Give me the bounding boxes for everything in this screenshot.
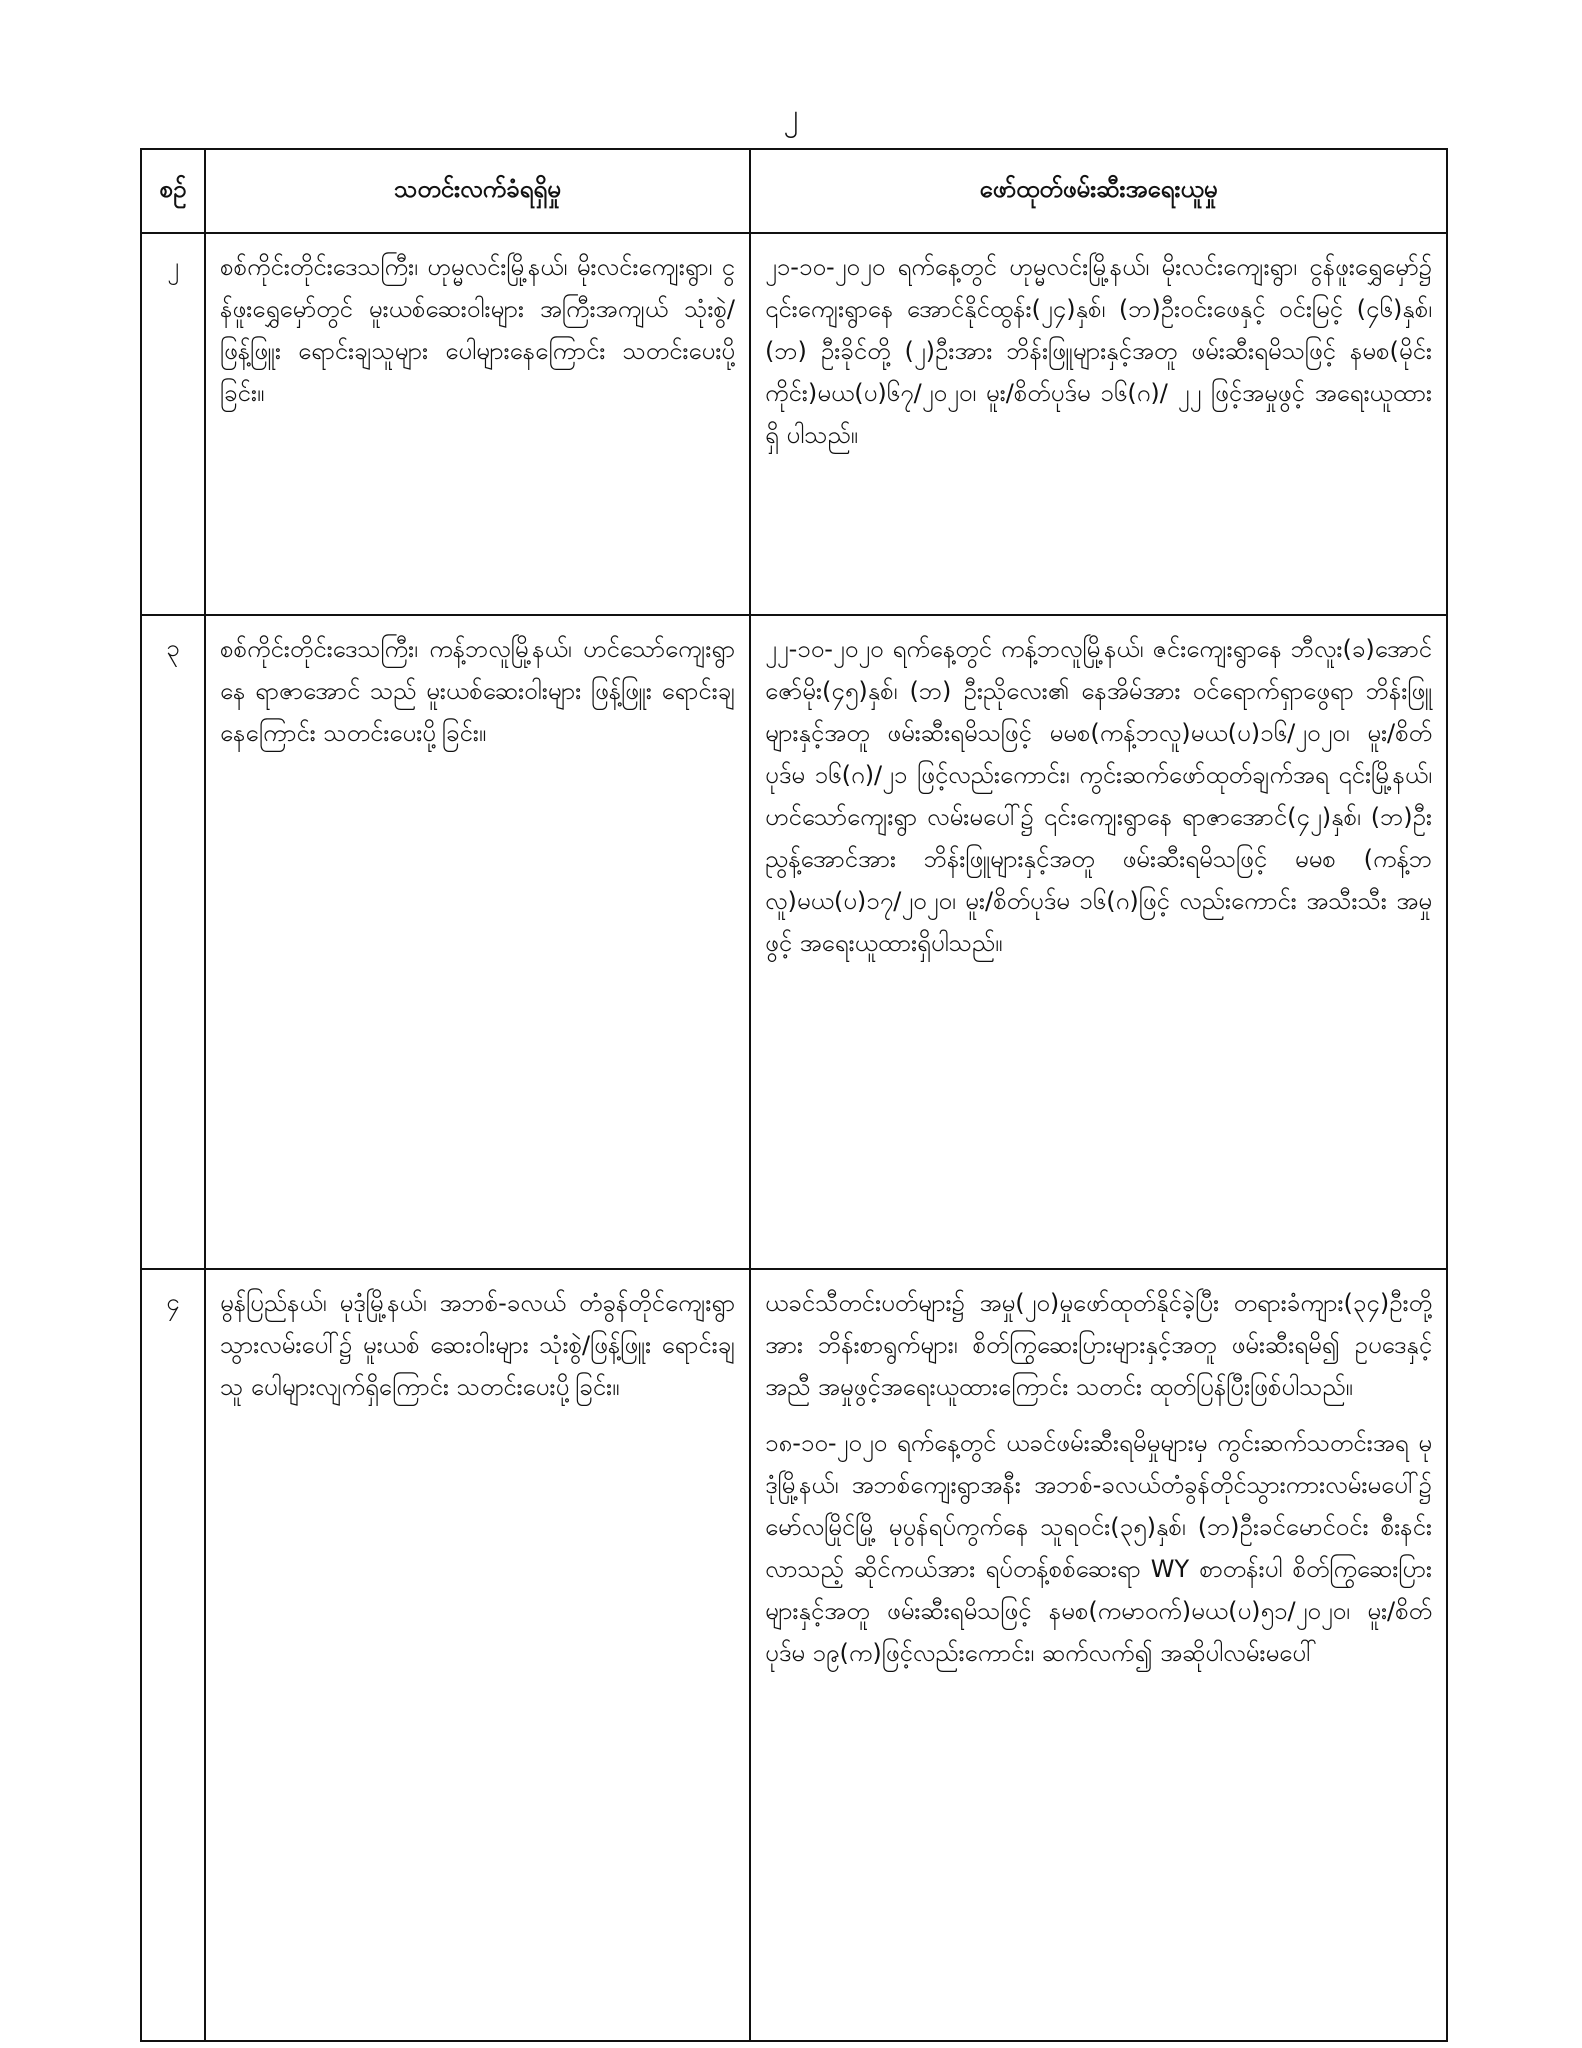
row-serial-number: ၃	[141, 615, 205, 1269]
information-text: စစ်ကိုင်းတိုင်းဒေသကြီး၊ ဟုမ္မလင်းမြို့နယ်၊ မိုးလင်းကျေးရွာ၊ ငွန်ဖူးရွှေမှော်တွင် မူးယစ်ဆေးဝါးများ အကြီးအကျယ် သုံးစွဲ/ဖြန့်ဖြူး ရောင်းချသူများ ပေါများနေကြောင်း သတင်းပေးပို့ခြင်း။	[220, 253, 735, 407]
row-information-cell	[205, 1269, 750, 2041]
row-action-cell	[750, 1269, 1447, 2041]
header-information-received: သတင်းလက်ခံရရှိမှု	[205, 149, 750, 233]
row-serial-number: ၂	[141, 233, 205, 615]
table-row	[141, 233, 1447, 615]
row-action-cell	[750, 233, 1447, 615]
information-text: စစ်ကိုင်းတိုင်းဒေသကြီး၊ ကန့်ဘလူမြို့နယ်၊ ဟင်သော်ကျေးရွာနေ ရာဇာအောင် သည် မူးယစ်ဆေးဝါးများ ဖြန့်ဖြူး ရောင်းချနေကြောင်း သတင်းပေးပို့ခြင်း။	[220, 635, 735, 747]
information-text: မွန်ပြည်နယ်၊ မုဒုံမြို့နယ်၊ အဘစ်-ခလယ် တံခွန်တိုင်ကျေးရွာသွားလမ်းပေါ်၌ မူးယစ် ဆေးဝါးများ သုံးစွဲ/ဖြန့်ဖြူး ရောင်းချသူ ပေါများလျက်ရှိကြောင်း သတင်းပေးပို့ခြင်း။	[220, 1289, 735, 1401]
row-action-cell	[750, 615, 1447, 1269]
row-serial-number: ၄	[141, 1269, 205, 2041]
action-paragraph: ၂၂-၁၀-၂၀၂၀ ရက်နေ့တွင် ကန့်ဘလူမြို့နယ်၊ ဇင်းကျေးရွာနေ ဘီလူး(ခ)အောင်ဇော်မိုး(၄၅)နှစ်၊ (ဘ) ဦးညိုလေး၏ နေအိမ်အား ဝင်ရောက်ရှာဖွေရာ ဘိန်းဖြူများနှင့်အတူ ဖမ်းဆီးရမိသဖြင့် မမစ(ကန့်ဘလူ)မယ(ပ)၁၆/၂၀၂၀၊ မူး/စိတ်ပုဒ်မ ၁၆(ဂ)/၂၁ ဖြင့်လည်းကောင်း၊ ကွင်းဆက်ဖော်ထုတ်ချက်အရ ၎င်းမြို့နယ်၊ ဟင်သော်ကျေးရွာ လမ်းမပေါ်၌ ၎င်းကျေးရွာနေ ရာဇာအောင်(၄၂)နှစ်၊ (ဘ)ဦးညွန့်အောင်အား ဘိန်းဖြူများနှင့်အတူ ဖမ်းဆီးရမိသဖြင့် မမစ (ကန့်ဘလူ)မယ(ပ)၁၇/၂၀၂၀၊ မူး/စိတ်ပုဒ်မ ၁၆(ဂ)ဖြင့် လည်းကောင်း အသီးသီး အမှုဖွင့် အရေးယူထားရှိပါသည်။	[765, 635, 1432, 957]
row-information-cell	[205, 233, 750, 615]
page-number: ၂	[783, 98, 799, 133]
table-row	[141, 615, 1447, 1269]
action-paragraph: ၂၁-၁၀-၂၀၂၀ ရက်နေ့တွင် ဟုမ္မလင်းမြို့နယ်၊ မိုးလင်းကျေးရွာ၊ ငွန်ဖူးရွှေမှော်၌ ၎င်းကျေးရွာနေ အောင်နိုင်ထွန်း(၂၄)နှစ်၊ (ဘ)ဦးဝင်းဖေနှင့် ဝင်းမြင့် (၄၆)နှစ်၊ (ဘ) ဦးခိုင်တို့ (၂)ဦးအား ဘိန်းဖြူများနှင့်အတူ ဖမ်းဆီးရမိသဖြင့် နမစ(မိုင်းကိုင်း)မယ(ပ)၆၇/၂၀၂၀၊ မူး/စိတ်ပုဒ်မ ၁၆(ဂ)/ ၂၂ ဖြင့်အမှုဖွင့် အရေးယူထားရှိ ပါသည်။	[765, 253, 1432, 449]
table-row	[141, 1269, 1447, 2041]
report-table	[140, 148, 1448, 2042]
action-paragraph: ယခင်သီတင်းပတ်များ၌ အမှု(၂၀)မှုဖော်ထုတ်နိုင်ခဲ့ပြီး တရားခံကျား(၃၄)ဦးတို့အား ဘိန်းစာရွက်များ၊ စိတ်ကြွဆေးပြားများနှင့်အတူ ဖမ်းဆီးရမိ၍ ဥပဒေနှင့်အညီ အမှုဖွင့်အရေးယူထားကြောင်း သတင်း ထုတ်ပြန်ပြီးဖြစ်ပါသည်။	[765, 1289, 1432, 1401]
row-information-cell	[205, 615, 750, 1269]
action-paragraph: ၁၈-၁၀-၂၀၂၀ ရက်နေ့တွင် ယခင်ဖမ်းဆီးရမိမှုများမှ ကွင်းဆက်သတင်းအရ မုဒုံမြို့နယ်၊ အဘစ်ကျေးရွာအနီး အဘစ်-ခလယ်တံခွန်တိုင်သွားကားလမ်းမပေါ်၌ မော်လမြိုင်မြို့ မုပွန်ရပ်ကွက်နေ သူရဝင်း(၃၅)နှစ်၊ (ဘ)ဦးခင်မောင်ဝင်း စီးနင်းလာသည့် ဆိုင်ကယ်အား ရပ်တန့်စစ်ဆေးရာ WY စာတန်းပါ စိတ်ကြွဆေးပြားများနှင့်အတူ ဖမ်းဆီးရမိသဖြင့် နမစ(ကမာဝက်)မယ(ပ)၅၁/၂၀၂၀၊ မူး/စိတ်ပုဒ်မ ၁၉(က)ဖြင့်လည်းကောင်း၊ ဆက်လက်၍ အဆိုပါလမ်းမပေါ်	[765, 1429, 1432, 1667]
table-header-row	[141, 149, 1447, 233]
header-action-taken: ဖော်ထုတ်ဖမ်းဆီးအရေးယူမှု	[750, 149, 1447, 233]
header-serial-number: စဉ်	[141, 149, 205, 233]
